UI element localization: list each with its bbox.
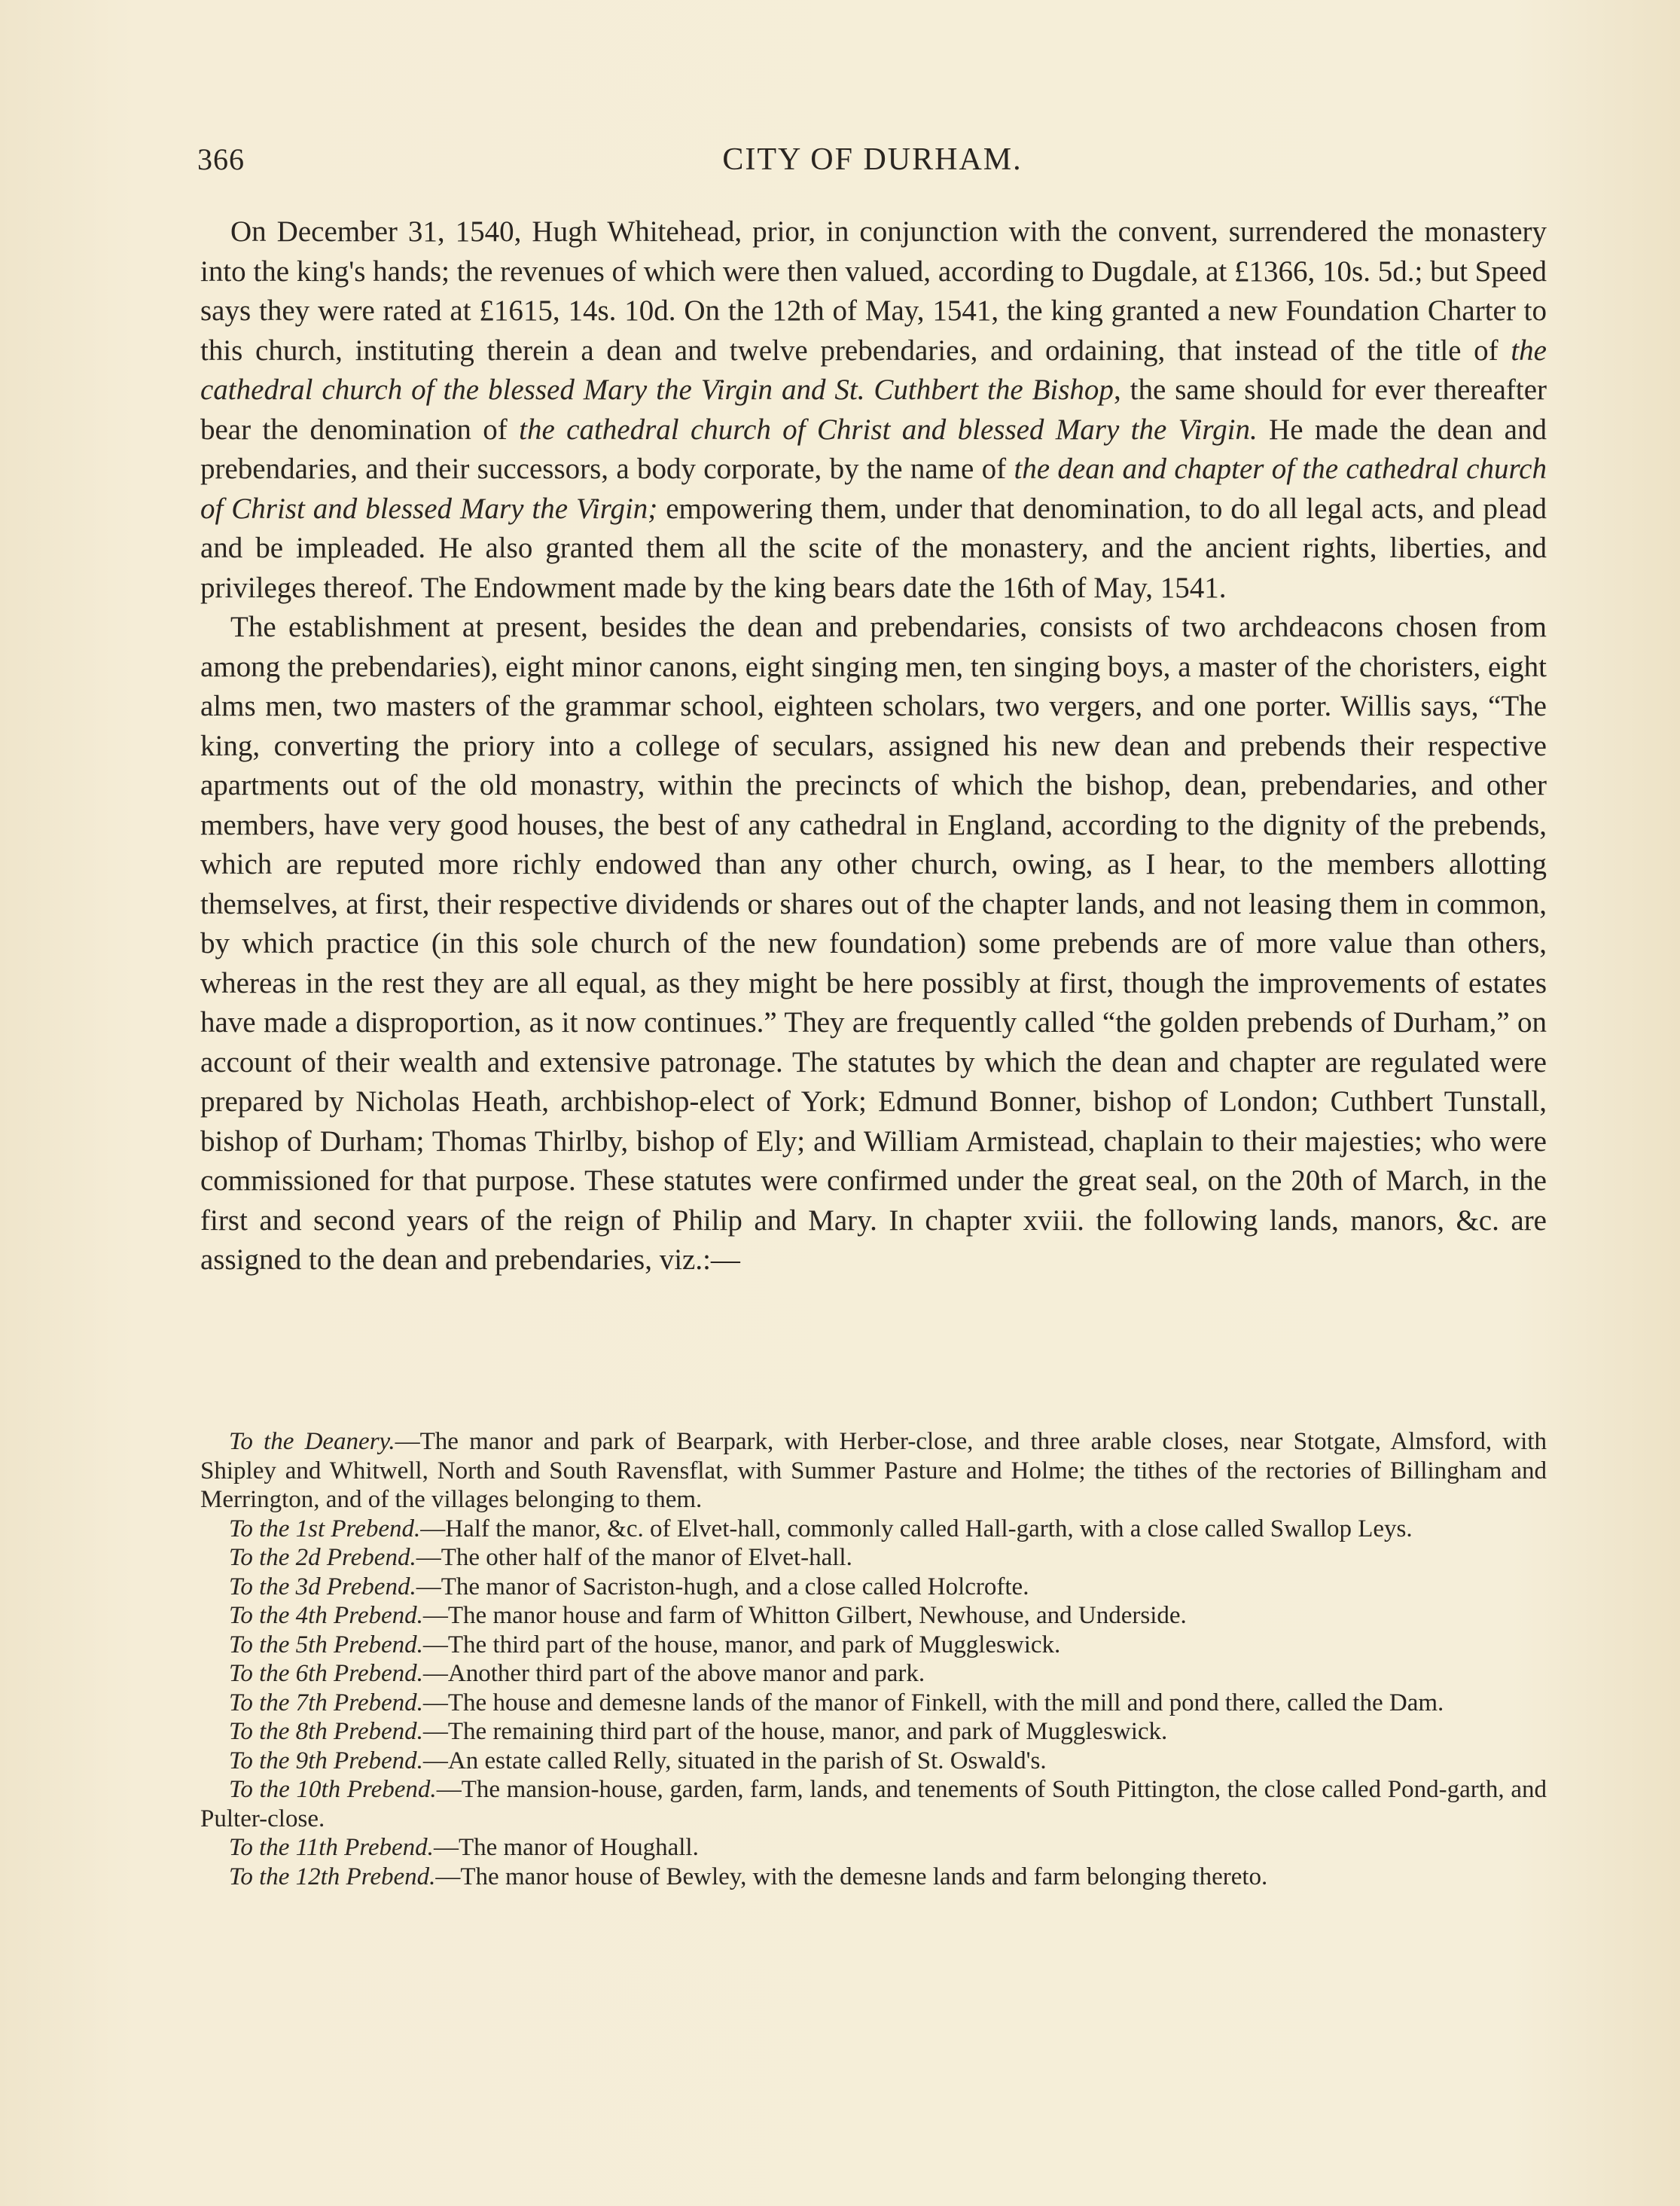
allotment-text: —The third part of the house, manor, and park of Muggleswick.	[422, 1631, 1061, 1658]
allotment-recipient: To the 10th Prebend.	[229, 1776, 437, 1803]
allotment-text: —Another third part of the above manor and park.	[422, 1660, 925, 1687]
page-header	[197, 142, 1547, 187]
allotment-text: —The manor of Houghall.	[433, 1834, 699, 1861]
allotment-text: —The remaining third part of the house, manor, and park of Muggleswick.	[422, 1718, 1168, 1745]
allotment-text: —The other half of the manor of Elvet-hall.	[416, 1544, 852, 1571]
allotment-entry	[200, 1573, 1547, 1602]
text-run: On December 31, 1540, Hugh Whitehead, prior, in conjunction with the convent, surrendered the monastery into the king's hands; the revenues of which were then valued, according to Dugdale, at £1366, 10s. 5d.; but Speed says they were rated at £1615, 14s. 10d. On the 12th of May, 1541, the king granted a new Foundation Charter to this church, instituting therein a dean and twelve prebendaries, and ordaining, that instead of the title of	[200, 215, 1547, 367]
allotment-entry	[200, 1515, 1547, 1544]
allotment-entry	[200, 1631, 1547, 1660]
allotment-recipient: To the 6th Prebend.	[229, 1660, 423, 1687]
allotment-recipient: To the 11th Prebend.	[229, 1834, 434, 1861]
allotment-recipient: To the 12th Prebend.	[229, 1863, 436, 1890]
allotment-entry	[200, 1863, 1547, 1892]
allotment-entry	[200, 1747, 1547, 1776]
running-title: CITY OF DURHAM.	[722, 142, 1023, 177]
italic-title: the dean and chapter of the cathedral church of Christ and blessed Mary the Virgin;	[200, 453, 1547, 525]
paragraph	[200, 608, 1547, 1280]
allotment-entry	[200, 1775, 1547, 1833]
allotment-entry	[200, 1659, 1547, 1689]
allotment-recipient: To the 7th Prebend.	[229, 1689, 423, 1716]
allotment-recipient: To the 4th Prebend.	[229, 1602, 423, 1629]
allotment-text: —The mansion-house, garden, farm, lands, and tenements of South Pittington, the close called Pond-garth, and Pulter-close.	[200, 1776, 1547, 1832]
text-run: He made the dean and prebendaries, and their successors, a body corporate, by the name of	[200, 413, 1547, 485]
allotment-list	[200, 1427, 1547, 1891]
allotment-text: —The manor house of Bewley, with the demesne lands and farm belonging thereto.	[435, 1863, 1268, 1890]
allotment-entry	[200, 1427, 1547, 1515]
allotment-entry	[200, 1717, 1547, 1747]
allotment-text: —The manor and park of Bearpark, with Herber-close, and three arable closes, near Stotgate, Almsford, with Shipley and Whitwell, North and South Ravensflat, with Summer Pasture and Holme; the tithes of the rectories of Billingham and Merrington, and of the villages belonging to them.	[200, 1428, 1547, 1513]
allotment-recipient: To the Deanery.	[229, 1428, 395, 1455]
allotment-text: —Half the manor, &c. of Elvet-hall, commonly called Hall-garth, with a close called Swallop Leys.	[420, 1515, 1413, 1542]
allotment-entry	[200, 1689, 1547, 1718]
allotment-recipient: To the 9th Prebend.	[229, 1747, 423, 1774]
paragraph	[200, 212, 1547, 608]
allotment-recipient: To the 1st Prebend.	[229, 1515, 421, 1542]
body-text	[200, 212, 1547, 1280]
text-run: The establishment at present, besides the dean and prebendaries, consists of two archdeacons chosen from among the prebendaries), eight minor canons, eight singing men, ten singing boys, a master of the choristers, eight alms men, two masters of the grammar school, eighteen scholars, two vergers, and one porter. Willis says, “The king, converting the priory into a college of seculars, assigned his new dean and prebends their respective apartments out of the old monastry, within the precincts of which the bishop, dean, prebendaries, and other members, have very good houses, the best of any cathedral in England, according to the dignity of the prebends, which are reputed more richly endowed than any other church, owing, as I hear, to the members allotting themselves, at first, their respective dividends or shares out of the chapter lands, and not leasing them in common, by which practice (in this sole church of the new foundation) some prebends are of more value than others, whereas in the rest they are all equal, as they might be here possibly at first, though the improvements of estates have made a disproportion, as it now continues.” They are frequently called “the golden prebends of Durham,” on account of their wealth and extensive patronage. The statutes by which the dean and chapter are regulated were prepared by Nicholas Heath, archbishop-elect of York; Edmund Bonner, bishop of London; Cuthbert Tunstall, bishop of Durham; Thomas Thirlby, bishop of Ely; and William Armistead, chaplain to their majesties; who were commissioned for that purpose. These statutes were confirmed under the great seal, on the 20th of March, in the first and second years of the reign of Philip and Mary. In chapter xviii. the following lands, manors, &c. are assigned to the dean and prebendaries, viz.:—	[200, 611, 1547, 1276]
allotment-text: —The house and demesne lands of the manor of Finkell, with the mill and pond there, called the Dam.	[422, 1689, 1444, 1716]
allotment-entry	[200, 1543, 1547, 1573]
text-run: , the same should for ever thereafter bear the denomination of	[200, 374, 1547, 446]
allotment-recipient: To the 3d Prebend.	[229, 1573, 416, 1600]
page-number: 366	[197, 142, 245, 176]
allotment-recipient: To the 8th Prebend.	[229, 1718, 423, 1745]
allotment-text: —An estate called Relly, situated in the parish of St. Oswald's.	[422, 1747, 1047, 1774]
italic-title: the cathedral church of Christ and blessed Mary the Virgin.	[519, 413, 1258, 446]
allotment-entry	[200, 1601, 1547, 1631]
allotment-entry	[200, 1833, 1547, 1863]
italic-title: the cathedral church of the blessed Mary the Virgin and St. Cuthbert the Bishop	[200, 334, 1547, 406]
allotment-recipient: To the 2d Prebend.	[229, 1544, 416, 1571]
text-run: empowering them, under that denomination, to do all legal acts, and plead and be impleaded. He also granted them all the scite of the monastery, and the ancient rights, liberties, and privileges thereof. The Endowment made by the king bears date the 16th of May, 1541.	[200, 492, 1547, 604]
allotment-text: —The manor house and farm of Whitton Gilbert, Newhouse, and Underside.	[422, 1602, 1187, 1629]
allotment-text: —The manor of Sacriston-hugh, and a close called Holcrofte.	[416, 1573, 1029, 1600]
allotment-recipient: To the 5th Prebend.	[229, 1631, 423, 1658]
